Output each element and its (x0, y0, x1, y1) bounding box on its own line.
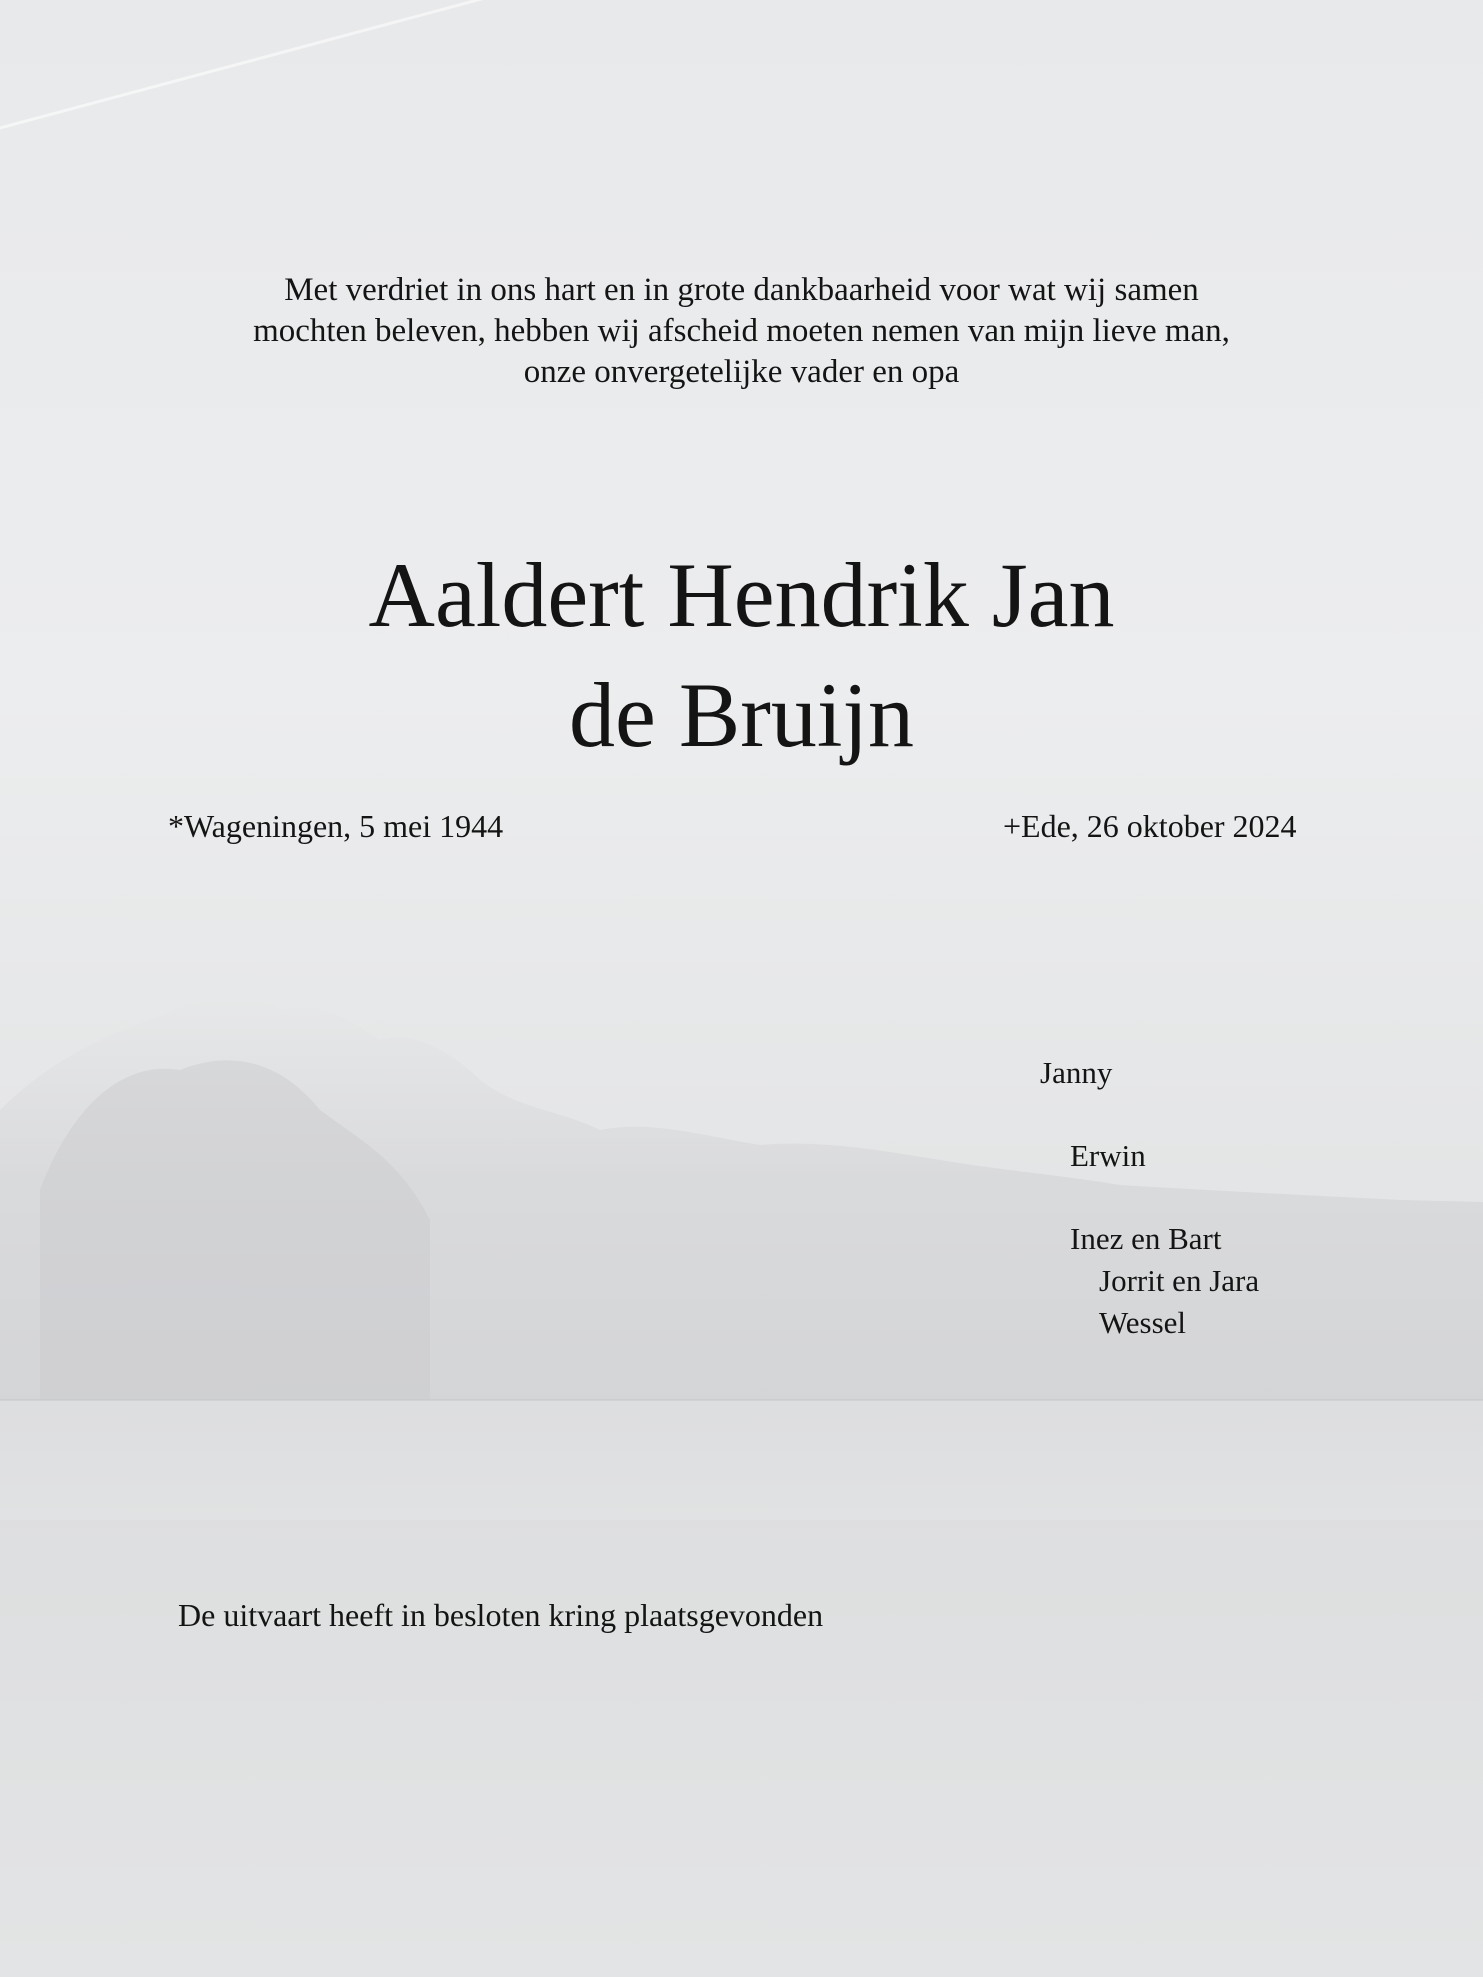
paper-fold-highlight (0, 0, 1483, 183)
deceased-name-line2: de Bruijn (569, 664, 914, 766)
horizon-field (0, 1400, 1483, 1520)
funeral-note: De uitvaart heeft in besloten kring plaatsgevonden (178, 1597, 824, 1633)
intro-line: Met verdriet in ons hart en in grote dankbaarheid voor wat wij samen (284, 272, 1199, 308)
intro-line: onze onvergetelijke vader en opa (523, 354, 960, 390)
family-member: Jorrit en Jara (1099, 1263, 1260, 1298)
intro-text (0, 270, 1483, 393)
death-date: +Ede, 26 oktober 2024 (1003, 808, 1297, 844)
family-member: Erwin (1070, 1138, 1146, 1173)
intro-line: mochten beleven, hebben wij afscheid moeten nemen van mijn lieve man, (253, 313, 1230, 349)
deceased-name-line1: Aaldert Hendrik Jan (368, 544, 1115, 646)
birth-date: *Wageningen, 5 mei 1944 (168, 808, 504, 844)
misty-landscape-image (0, 960, 1483, 1520)
family-member: Inez en Bart (1070, 1221, 1222, 1256)
family-member: Janny (1040, 1055, 1113, 1090)
family-member: Wessel (1099, 1305, 1187, 1340)
